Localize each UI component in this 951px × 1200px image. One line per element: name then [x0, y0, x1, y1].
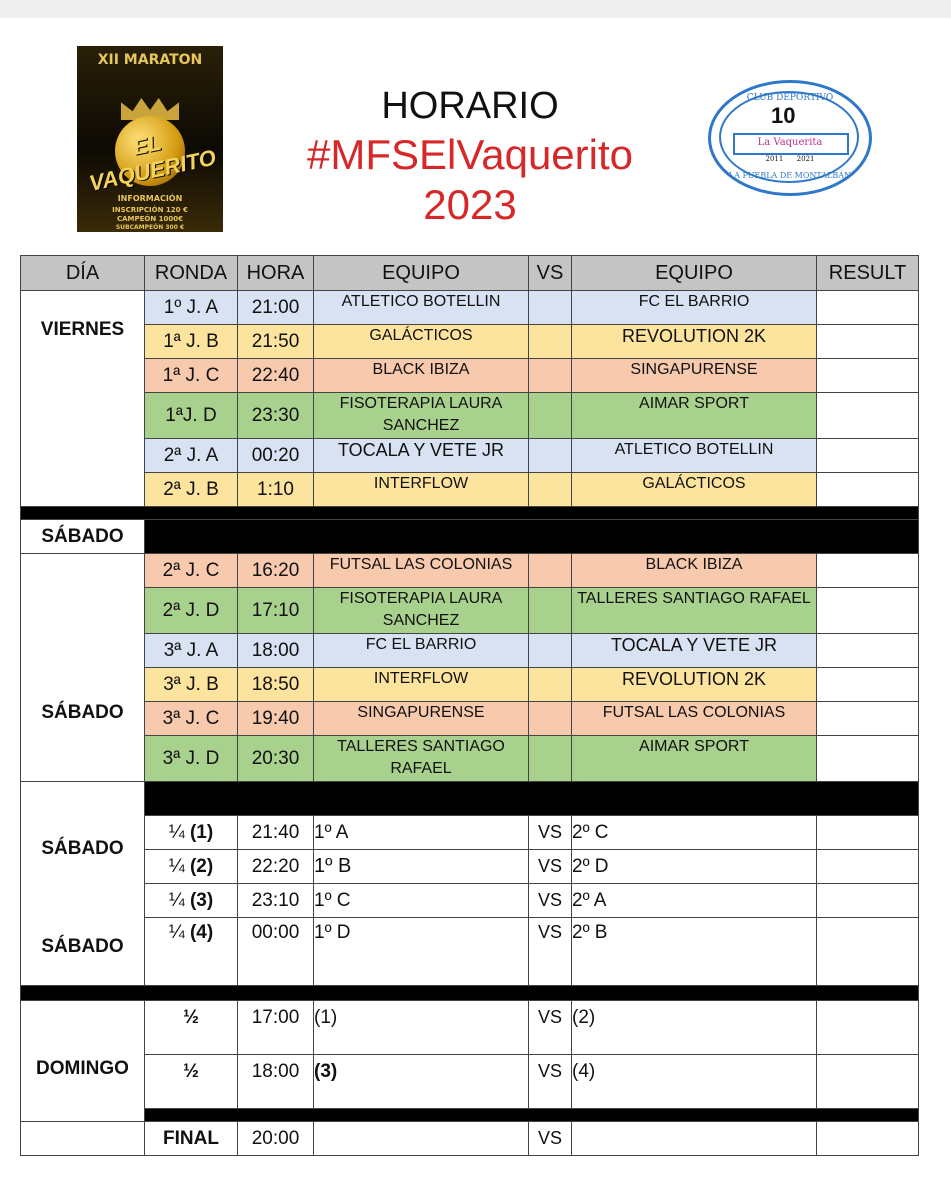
- team-a-cell: 1º A: [314, 816, 529, 850]
- ronda-cell: 1ª J. B: [145, 325, 238, 359]
- ronda-cell: [145, 850, 238, 884]
- result-cell[interactable]: [817, 291, 919, 325]
- result-cell[interactable]: [817, 325, 919, 359]
- day-sabado-3: [21, 816, 145, 986]
- hora-cell: 00:00: [238, 918, 314, 986]
- black-separator: [145, 1109, 919, 1122]
- vs-cell: [529, 554, 572, 588]
- result-cell[interactable]: [817, 634, 919, 668]
- separator-row: [21, 1109, 919, 1122]
- result-cell[interactable]: [817, 1055, 919, 1109]
- team-b-cell: AIMAR SPORT: [572, 393, 817, 439]
- hora-cell: 18:00: [238, 1055, 314, 1109]
- table-row: [21, 884, 919, 918]
- team-b-cell: (2): [572, 1001, 817, 1055]
- separator-row: [21, 986, 919, 1001]
- table-row: [21, 291, 919, 325]
- ronda-cell: 3ª J. A: [145, 634, 238, 668]
- poster-info: INFORMACIÓN: [117, 194, 183, 203]
- ronda-cell: 3ª J. D: [145, 736, 238, 782]
- table-row: [21, 439, 919, 473]
- ronda-cell: 2ª J. C: [145, 554, 238, 588]
- quarter-symbol: ¼: [168, 855, 185, 877]
- day-sabado-1: SÁBADO: [21, 520, 145, 554]
- hora-cell: 00:20: [238, 439, 314, 473]
- table-row: [21, 634, 919, 668]
- hora-cell: 17:10: [238, 588, 314, 634]
- col-equipo-b: EQUIPO: [572, 256, 817, 291]
- team-a-cell: (3): [314, 1055, 529, 1109]
- result-cell[interactable]: [817, 1001, 919, 1055]
- result-cell[interactable]: [817, 736, 919, 782]
- vs-cell: [529, 588, 572, 634]
- vs-cell: VS: [529, 816, 572, 850]
- col-equipo-a: EQUIPO: [314, 256, 529, 291]
- ronda-cell: ½: [145, 1055, 238, 1109]
- result-cell[interactable]: [817, 884, 919, 918]
- hora-cell: 17:00: [238, 1001, 314, 1055]
- result-cell[interactable]: [817, 702, 919, 736]
- team-b-cell: REVOLUTION 2K: [572, 325, 817, 359]
- table-row: [21, 918, 919, 986]
- team-b-cell: GALÁCTICOS: [572, 473, 817, 507]
- col-hora: HORA: [238, 256, 314, 291]
- top-bar: [0, 0, 951, 18]
- vs-cell: VS: [529, 1055, 572, 1109]
- hora-cell: 19:40: [238, 702, 314, 736]
- vs-cell: [529, 736, 572, 782]
- team-a-cell: INTERFLOW: [314, 473, 529, 507]
- header-row: [21, 256, 919, 291]
- result-cell[interactable]: [817, 393, 919, 439]
- empty-day-cell: [21, 782, 145, 816]
- team-a-cell: SINGAPURENSE: [314, 702, 529, 736]
- team-a-cell: (1): [314, 1001, 529, 1055]
- quarter-number: (3): [189, 889, 214, 911]
- result-cell[interactable]: [817, 850, 919, 884]
- black-separator: [21, 986, 919, 1001]
- hora-cell: 18:50: [238, 668, 314, 702]
- day-domingo: DOMINGO: [21, 1001, 145, 1122]
- team-b-cell: [572, 1122, 817, 1156]
- vs-cell: [529, 668, 572, 702]
- hora-cell: 1:10: [238, 473, 314, 507]
- table-row: [21, 736, 919, 782]
- hora-cell: 21:00: [238, 291, 314, 325]
- vs-cell: [529, 634, 572, 668]
- team-a-cell: FUTSAL LAS COLONIAS: [314, 554, 529, 588]
- tournament-poster: [77, 46, 223, 232]
- team-b-cell: TALLERES SANTIAGO RAFAEL: [572, 588, 817, 634]
- vs-cell: [529, 439, 572, 473]
- poster-subcampeon: SUBCAMPEÓN 300 €: [115, 224, 185, 231]
- ronda-cell: [145, 918, 238, 986]
- logo-years: [711, 155, 869, 163]
- poster-campeon: CAMPEÓN 1000€: [116, 215, 184, 223]
- result-cell[interactable]: [817, 668, 919, 702]
- team-a-cell: ATLETICO BOTELLIN: [314, 291, 529, 325]
- result-cell[interactable]: [817, 1122, 919, 1156]
- team-b-cell: FC EL BARRIO: [572, 291, 817, 325]
- table-row: [21, 702, 919, 736]
- result-cell[interactable]: [817, 588, 919, 634]
- team-b-cell: (4): [572, 1055, 817, 1109]
- hashtag: #MFSElVaquerito: [306, 131, 634, 178]
- team-a-cell: TOCALA Y VETE JR: [314, 439, 529, 473]
- ronda-cell: FINAL: [145, 1122, 238, 1156]
- team-a-cell: [314, 1122, 529, 1156]
- team-b-cell: 2º C: [572, 816, 817, 850]
- table-row: [21, 588, 919, 634]
- vs-cell: VS: [529, 1001, 572, 1055]
- hora-cell: 20:30: [238, 736, 314, 782]
- year: 2023: [423, 181, 517, 228]
- team-b-cell: BLACK IBIZA: [572, 554, 817, 588]
- table-row: [21, 1122, 919, 1156]
- col-result: RESULT: [817, 256, 919, 291]
- team-a-cell: GALÁCTICOS: [314, 325, 529, 359]
- black-separator: [21, 507, 919, 520]
- team-b-cell: TOCALA Y VETE JR: [572, 634, 817, 668]
- team-b-cell: 2º B: [572, 918, 817, 986]
- team-b-cell: REVOLUTION 2K: [572, 668, 817, 702]
- team-a-cell: FISOTERAPIA LAURA SANCHEZ: [314, 393, 529, 439]
- ronda-cell: 2ª J. A: [145, 439, 238, 473]
- team-a-cell: FC EL BARRIO: [314, 634, 529, 668]
- ronda-cell: [145, 884, 238, 918]
- result-cell[interactable]: [817, 918, 919, 986]
- result-cell[interactable]: [817, 359, 919, 393]
- day-sabado-2: SÁBADO: [21, 554, 145, 782]
- table-row: [21, 554, 919, 588]
- spacer: [21, 860, 144, 936]
- vs-cell: [529, 473, 572, 507]
- team-b-cell: 2º D: [572, 850, 817, 884]
- quarter-number: (1): [189, 821, 214, 843]
- club-logo: [708, 80, 872, 196]
- ronda-cell: 1ªJ. D: [145, 393, 238, 439]
- vs-cell: [529, 359, 572, 393]
- ronda-cell: ½: [145, 1001, 238, 1055]
- vs-cell: [529, 393, 572, 439]
- team-a-cell: TALLERES SANTIAGO RAFAEL: [314, 736, 529, 782]
- table-row: [21, 393, 919, 439]
- table-row: [21, 1001, 919, 1055]
- logo-band-text: La Vaquerita: [757, 137, 823, 148]
- team-b-cell: FUTSAL LAS COLONIAS: [572, 702, 817, 736]
- team-a-cell: INTERFLOW: [314, 668, 529, 702]
- table-row: [21, 325, 919, 359]
- team-a-cell: FISOTERAPIA LAURA SANCHEZ: [314, 588, 529, 634]
- col-dia: DÍA: [21, 256, 145, 291]
- vs-cell: [529, 325, 572, 359]
- quarter-number: (4): [189, 922, 214, 943]
- day-sabado-4-label: SÁBADO: [41, 935, 124, 957]
- vs-cell: VS: [529, 1122, 572, 1156]
- team-a-cell: BLACK IBIZA: [314, 359, 529, 393]
- logo-number: 10: [771, 103, 796, 128]
- ronda-cell: 2ª J. D: [145, 588, 238, 634]
- table-row: [21, 1055, 919, 1109]
- ronda-cell: [145, 816, 238, 850]
- hora-cell: 21:40: [238, 816, 314, 850]
- hora-cell: 23:30: [238, 393, 314, 439]
- col-vs: VS: [529, 256, 572, 291]
- team-a-cell: 1º C: [314, 884, 529, 918]
- table-row: [21, 473, 919, 507]
- team-a-cell: 1º B: [314, 850, 529, 884]
- ronda-cell: 3ª J. C: [145, 702, 238, 736]
- vs-cell: VS: [529, 850, 572, 884]
- logo-year2: 2021: [796, 155, 815, 163]
- empty-day-cell: [21, 1122, 145, 1156]
- team-a-cell: 1º D: [314, 918, 529, 986]
- hora-cell: 20:00: [238, 1122, 314, 1156]
- hora-cell: 22:40: [238, 359, 314, 393]
- table-row: [21, 816, 919, 850]
- quarter-symbol: ¼: [168, 922, 185, 943]
- team-b-cell: ATLETICO BOTELLIN: [572, 439, 817, 473]
- result-cell[interactable]: [817, 554, 919, 588]
- sabado-header-row: [21, 507, 919, 520]
- vs-cell: [529, 291, 572, 325]
- poster-inscripcion: INSCRIPCIÓN 120 €: [112, 206, 188, 214]
- schedule-table: [20, 255, 919, 1156]
- vs-cell: VS: [529, 918, 572, 986]
- hora-cell: 23:10: [238, 884, 314, 918]
- table-row: [21, 359, 919, 393]
- black-band: [145, 782, 919, 816]
- quarter-symbol: ¼: [168, 821, 185, 843]
- sabado-label-row: [21, 520, 919, 554]
- vs-cell: VS: [529, 884, 572, 918]
- ronda-cell: 1ª J. C: [145, 359, 238, 393]
- ronda-cell: 3ª J. B: [145, 668, 238, 702]
- separator-row: [21, 782, 919, 816]
- team-b-cell: SINGAPURENSE: [572, 359, 817, 393]
- team-b-cell: 2º A: [572, 884, 817, 918]
- table-row: [21, 850, 919, 884]
- result-cell[interactable]: [817, 473, 919, 507]
- hora-cell: 18:00: [238, 634, 314, 668]
- result-cell[interactable]: [817, 816, 919, 850]
- result-cell[interactable]: [817, 439, 919, 473]
- col-ronda: RONDA: [145, 256, 238, 291]
- logo-bottom: LA PUEBLA DE MONTALBÁN: [728, 171, 852, 180]
- day-viernes: VIERNES: [21, 291, 145, 507]
- ronda-cell: 2ª J. B: [145, 473, 238, 507]
- team-b-cell: AIMAR SPORT: [572, 736, 817, 782]
- ronda-cell: 1º J. A: [145, 291, 238, 325]
- quarter-symbol: ¼: [168, 889, 185, 911]
- day-sabado-3-label: SÁBADO: [41, 837, 124, 859]
- hora-cell: 21:50: [238, 325, 314, 359]
- vs-cell: [529, 702, 572, 736]
- logo-top: CLUB DEPORTIVO: [746, 93, 834, 103]
- logo-year1: 2011: [765, 155, 784, 163]
- table-row: [21, 668, 919, 702]
- poster-word: EL VAQUERITO: [87, 129, 219, 196]
- hora-cell: 22:20: [238, 850, 314, 884]
- poster-line1: XII MARATON: [97, 52, 203, 68]
- page-title: HORARIO: [381, 85, 559, 127]
- hora-cell: 16:20: [238, 554, 314, 588]
- quarter-number: (2): [189, 855, 214, 877]
- title-block: [280, 82, 660, 230]
- black-band: [145, 520, 919, 554]
